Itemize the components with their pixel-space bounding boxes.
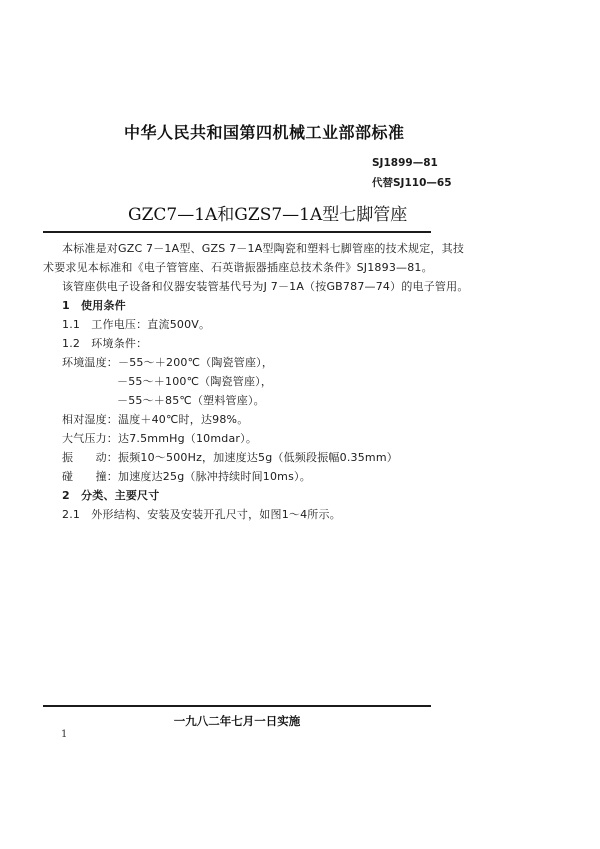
body-line: 该管座供电子设备和仪器安装管基代号为J 7－1A（按GB787—74）的电子管用。 [62,280,469,293]
clause-2-1: 2.1 外形结构、安装及安装开孔尺寸，如图1～4所示。 [62,508,341,521]
clause-1-1: 1.1 工作电压：直流500V。 [62,318,211,331]
ambient-temperature-line: －55～＋85℃（塑料管座）。 [117,394,265,407]
ambient-temperature-line: －55～＋100℃（陶瓷管座）， [117,375,273,388]
section-heading-classification: 2 分类、主要尺寸 [62,489,160,502]
clause-1-2: 1.2 环境条件： [62,337,148,350]
ambient-temperature-line: 环境温度：－55～＋200℃（陶瓷管座）， [62,356,274,369]
page-number: 1 [61,729,68,740]
title-divider [43,231,431,233]
effective-date: 一九八二年七月一日实施 [173,714,301,728]
shock-line: 碰 撞：加速度达25g（脉冲持续时间10ms）。 [62,470,311,483]
document-title: GZC7—1A和GZS7—1A型七脚管座 [128,205,408,225]
footer-divider [43,705,431,707]
replaces-standard: 代替SJ110—65 [372,177,452,189]
issuing-authority: 中华人民共和国第四机械工业部部标准 [124,123,405,142]
body-line: 术要求见本标准和《电子管管座、石英谐振器插座总技术条件》SJ1893—81。 [43,261,433,274]
vibration-line: 振 动：振频10～500Hz，加速度达5g（低频段振幅0.35mm） [62,451,398,464]
standard-code: SJ1899—81 [372,157,438,169]
atmospheric-pressure-line: 大气压力：达7.5mmHg（10mdar）。 [62,432,258,445]
section-heading-usage-conditions: 1 使用条件 [62,299,126,312]
relative-humidity-line: 相对湿度：温度＋40℃时，达98%。 [62,413,249,426]
body-line: 本标准是对GZC 7－1A型、GZS 7－1A型陶瓷和塑料七脚管座的技术规定，其技 [62,242,465,255]
